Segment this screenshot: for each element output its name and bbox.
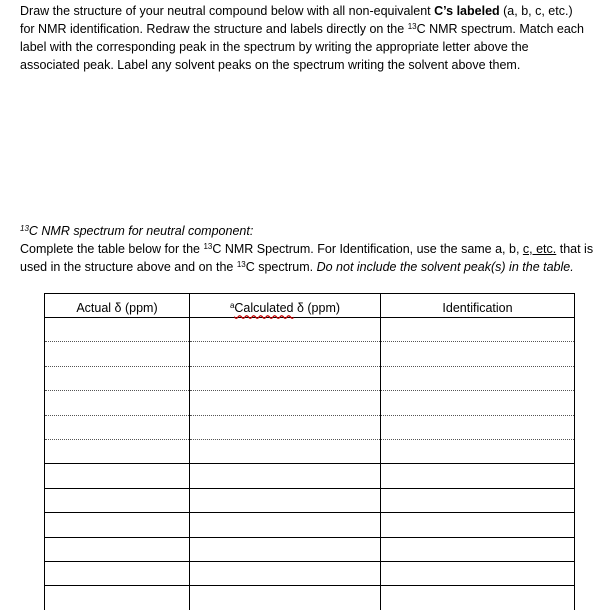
cell-calculated[interactable] bbox=[190, 366, 381, 390]
table-header-row bbox=[45, 294, 575, 318]
cell-identification[interactable] bbox=[381, 537, 575, 561]
table-row bbox=[45, 513, 575, 537]
cell-identification[interactable] bbox=[381, 366, 575, 390]
instructions-text-3: C NMR spectrum. Match each label with the corresponding peak in the spectrum by writing the appropriate letter above the associated peak. Label any solvent peaks on the spectrum writing the solvent above them. bbox=[20, 22, 585, 72]
instructions-bold: C’s labeled bbox=[434, 4, 500, 18]
intro-underlined: c, etc. bbox=[522, 242, 557, 256]
cell-identification[interactable] bbox=[381, 415, 575, 439]
intro-text-3: that is used in the structure above and on the bbox=[20, 242, 594, 274]
cell-identification[interactable] bbox=[381, 342, 575, 366]
cell-actual[interactable] bbox=[45, 513, 190, 537]
cell-calculated[interactable] bbox=[190, 342, 381, 366]
cell-actual[interactable] bbox=[45, 586, 190, 610]
cell-calculated[interactable] bbox=[190, 513, 381, 537]
table-row bbox=[45, 366, 575, 390]
cell-identification[interactable] bbox=[381, 391, 575, 415]
nmr-table bbox=[44, 293, 575, 610]
cell-calculated[interactable] bbox=[190, 318, 381, 342]
cell-actual[interactable] bbox=[45, 366, 190, 390]
instructions-paragraph bbox=[20, 2, 586, 74]
header-calc-word: Calculated bbox=[234, 301, 294, 315]
cell-calculated[interactable] bbox=[190, 439, 381, 463]
header-calculated bbox=[190, 294, 381, 318]
cell-actual[interactable] bbox=[45, 439, 190, 463]
table-row bbox=[45, 415, 575, 439]
cell-calculated[interactable] bbox=[190, 415, 381, 439]
spectrum-caption bbox=[20, 222, 598, 240]
header-calc-unit: δ (ppm) bbox=[293, 301, 341, 315]
cell-identification[interactable] bbox=[381, 318, 575, 342]
header-calc-superscript: a bbox=[229, 301, 235, 310]
table-instructions bbox=[20, 222, 598, 276]
cell-identification[interactable] bbox=[381, 561, 575, 585]
cell-actual[interactable] bbox=[45, 415, 190, 439]
cell-identification[interactable] bbox=[381, 488, 575, 512]
cell-actual[interactable] bbox=[45, 391, 190, 415]
intro-superscript-2: 13 bbox=[236, 260, 246, 269]
table-row bbox=[45, 537, 575, 561]
cell-calculated[interactable] bbox=[190, 561, 381, 585]
cell-identification[interactable] bbox=[381, 439, 575, 463]
instructions-superscript: 13 bbox=[407, 22, 417, 31]
cell-calculated[interactable] bbox=[190, 391, 381, 415]
cell-actual[interactable] bbox=[45, 464, 190, 488]
table-intro bbox=[20, 240, 598, 276]
cell-identification[interactable] bbox=[381, 464, 575, 488]
cell-identification[interactable] bbox=[381, 513, 575, 537]
table-row bbox=[45, 488, 575, 512]
cell-actual[interactable] bbox=[45, 561, 190, 585]
intro-superscript-1: 13 bbox=[203, 242, 213, 251]
instructions-text-2: (a, b, c, etc.) for NMR identification. Redraw the structure and labels directly on the bbox=[20, 4, 573, 36]
intro-italic: Do not include the solvent peak(s) in the table. bbox=[316, 260, 574, 274]
cell-calculated[interactable] bbox=[190, 464, 381, 488]
cell-calculated[interactable] bbox=[190, 537, 381, 561]
caption-superscript: 13 bbox=[20, 224, 29, 233]
cell-calculated[interactable] bbox=[190, 586, 381, 610]
cell-actual[interactable] bbox=[45, 537, 190, 561]
cell-actual[interactable] bbox=[45, 318, 190, 342]
table-row bbox=[45, 391, 575, 415]
table-row bbox=[45, 586, 575, 610]
table-row bbox=[45, 318, 575, 342]
header-actual: Actual δ (ppm) bbox=[45, 294, 190, 318]
intro-text-1: Complete the table below for the bbox=[20, 242, 204, 256]
cell-actual[interactable] bbox=[45, 488, 190, 512]
header-identification: Identification bbox=[381, 294, 575, 318]
intro-text-4: C spectrum. bbox=[245, 260, 317, 274]
caption-text: C NMR spectrum for neutral component: bbox=[28, 224, 254, 238]
table-row bbox=[45, 464, 575, 488]
instructions-text-1: Draw the structure of your neutral compound below with all non-equivalent bbox=[20, 4, 435, 18]
table-row bbox=[45, 439, 575, 463]
cell-calculated[interactable] bbox=[190, 488, 381, 512]
table-row bbox=[45, 561, 575, 585]
table-row bbox=[45, 342, 575, 366]
cell-actual[interactable] bbox=[45, 342, 190, 366]
intro-text-2: C NMR Spectrum. For Identification, use the same a, b, bbox=[212, 242, 523, 256]
cell-identification[interactable] bbox=[381, 586, 575, 610]
